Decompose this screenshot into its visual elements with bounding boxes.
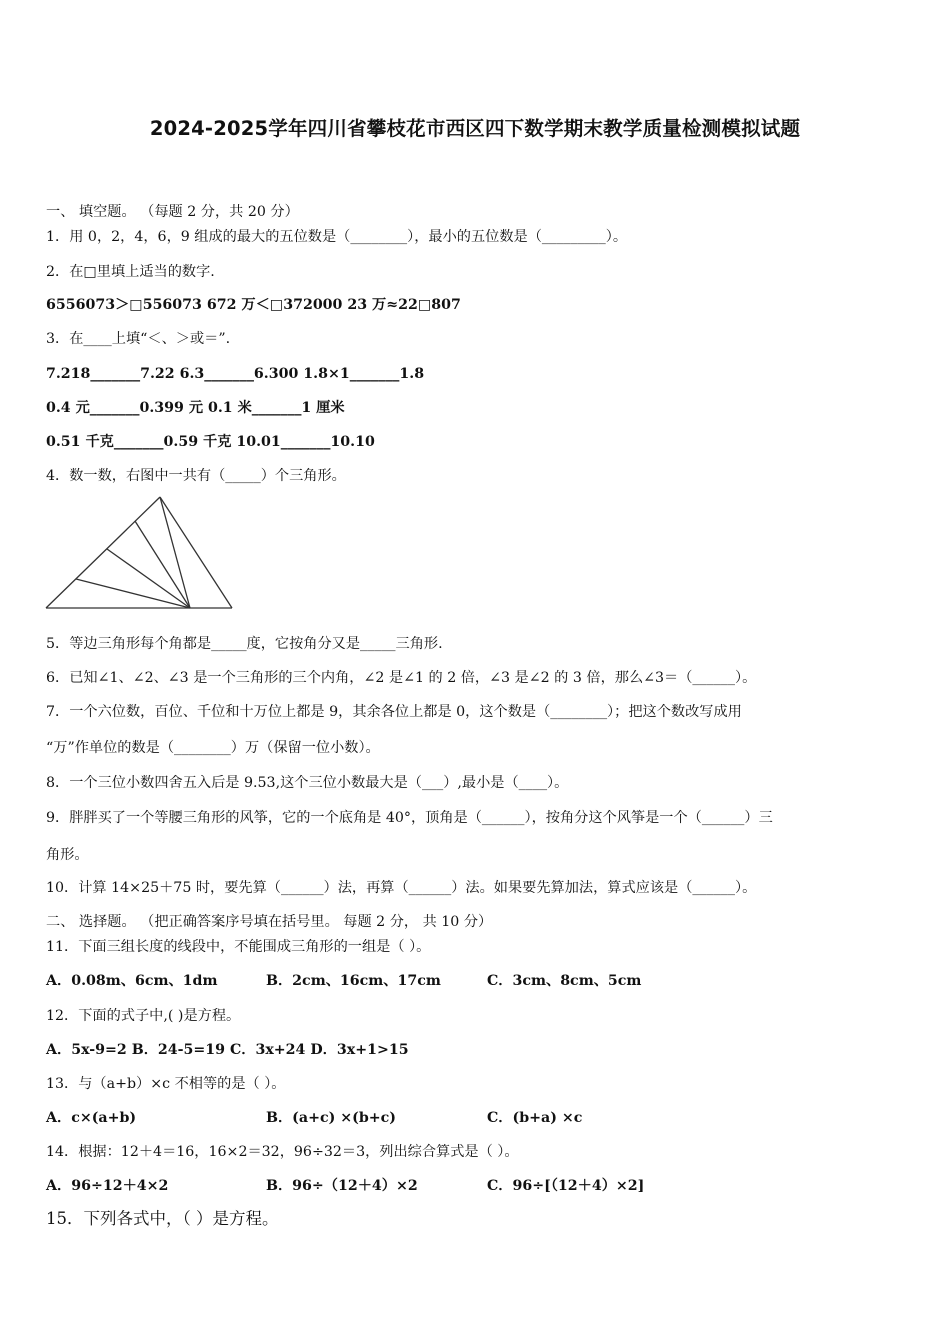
section-2-heading: 二、 选择题。 （把正确答案序号填在括号里。 每题 2 分， 共 10 分）	[46, 914, 493, 930]
question-11-option-b: B．2cm、16cm、17cm	[266, 973, 441, 989]
question-3-row-1: 7.218_______7.22 6.3_______6.300 1.8×1_______1.8	[46, 366, 425, 382]
question-14-option-b: B．96÷（12＋4）×2	[266, 1178, 418, 1194]
question-11: 11．下面三组长度的线段中，不能围成三角形的一组是（ ）。	[46, 939, 431, 955]
question-7-line-2: “万”作单位的数是（________）万（保留一位小数）。	[46, 740, 380, 756]
question-12-options: A．5x-9=2 B．24-5=19 C．3x+24 D．3x+1>15	[46, 1042, 409, 1058]
question-14: 14．根据：12＋4＝16，16×2＝32，96÷32＝3，列出综合算式是（ ）。	[46, 1144, 519, 1160]
question-11-option-a: A．0.08m、6cm、1dm	[46, 973, 218, 989]
question-14-option-a: A．96÷12＋4×2	[46, 1178, 169, 1194]
page-title: 2024-2025学年四川省攀枝花市西区四下数学期末教学质量检测模拟试题	[149, 117, 801, 140]
question-9-line-1: 9．胖胖买了一个等腰三角形的风筝，它的一个底角是 40°，顶角是（______），按角分这个风筝是一个（______）三	[46, 810, 773, 826]
question-3-row-2: 0.4 元_______0.399 元 0.1 米_______1 厘米	[46, 400, 345, 416]
figure-left-side	[46, 497, 160, 608]
question-14-option-c: C．96÷[（12＋4）×2]	[487, 1178, 645, 1194]
question-3: 3．在____上填“＜、＞或＝”.	[46, 331, 231, 347]
question-10: 10．计算 14×25＋75 时，要先算（______）法，再算（______）法。如果要先算加法，算式应该是（______）。	[46, 880, 757, 896]
question-15: 15．下列各式中，（ ）是方程。	[46, 1209, 279, 1228]
section-1-heading: 一、 填空题。 （每题 2 分，共 20 分）	[46, 204, 299, 220]
figure-right-side	[160, 497, 232, 608]
question-13-option-a: A．c×(a+b)	[46, 1110, 137, 1126]
question-2: 2．在□里填上适当的数字.	[46, 264, 215, 280]
question-1: 1．用 0，2，4，6，9 组成的最大的五位数是（________），最小的五位数是（_________）。	[46, 229, 628, 245]
question-7-line-1: 7．一个六位数，百位、千位和十万位上都是 9，其余各位上都是 0，这个数是（________）；把这个数改写成用	[46, 704, 742, 720]
figure-ray-2	[135, 521, 190, 608]
question-13: 13．与（a+b）×c 不相等的是（ ）。	[46, 1076, 286, 1092]
question-13-option-b: B．(a+c) ×(b+c)	[266, 1110, 397, 1126]
question-8: 8．一个三位小数四舍五入后是 9.53,这个三位小数最大是（___）,最小是（____）。	[46, 775, 569, 791]
figure-ray-4	[76, 579, 190, 608]
question-5: 5．等边三角形每个角都是_____度，它按角分又是_____三角形.	[46, 636, 443, 652]
question-9-line-2: 角形。	[46, 847, 89, 863]
question-2-items: 6556073＞□556073 672 万＜□372000 23 万≈22□807	[46, 297, 461, 313]
question-11-option-c: C．3cm、8cm、5cm	[487, 973, 642, 989]
figure-ray-1	[160, 497, 190, 608]
question-4: 4．数一数，右图中一共有（_____）个三角形。	[46, 468, 346, 484]
question-6: 6．已知∠1、∠2、∠3 是一个三角形的三个内角，∠2 是∠1 的 2 倍，∠3 是∠2 的 3 倍，那么∠3＝（______）。	[46, 670, 757, 686]
question-13-option-c: C．(b+a) ×c	[487, 1110, 583, 1126]
triangle-figure	[44, 494, 236, 612]
question-12: 12．下面的式子中,( )是方程。	[46, 1008, 241, 1024]
figure-ray-3	[107, 549, 190, 608]
question-3-row-3: 0.51 千克_______0.59 千克 10.01_______10.10	[46, 434, 375, 450]
